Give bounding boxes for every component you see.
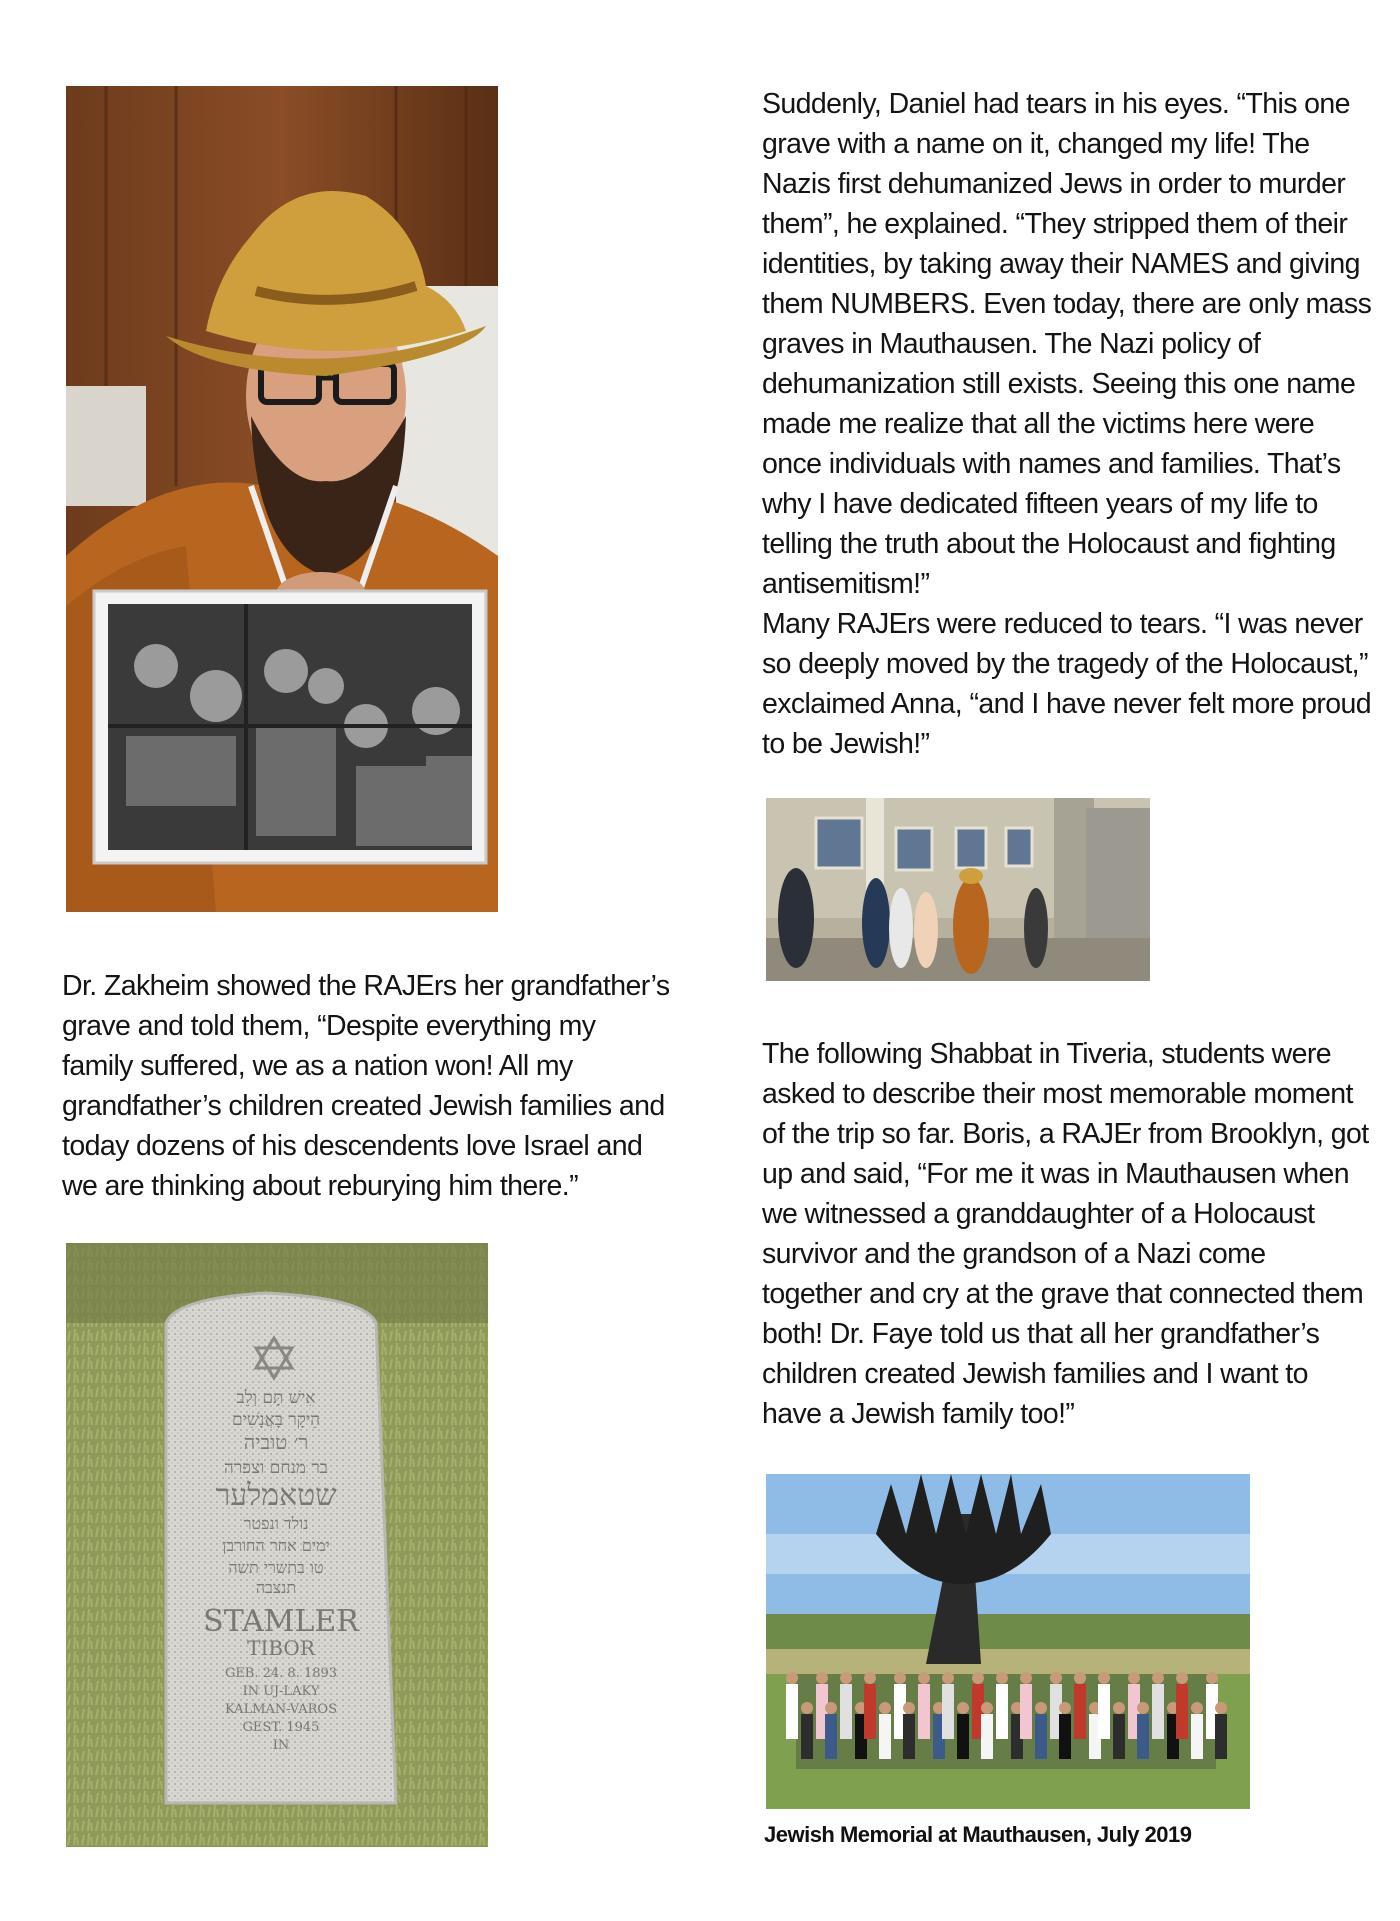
daniel-quote-text: Suddenly, Daniel had tears in his eyes. “This one grave with a name on it, changed my life! The Nazis first dehumanized Jews in order to murder them”, he explained. “They stripped them of their identities, by taking away their NAMES and giving them NUMBERS. Even today, there are only mass graves in Mauthausen. The Nazi policy of dehumanization still exists. Seeing this one name made me realize that all the victims here were once individuals with names and families. That’s why I have dedicated fifteen years of my life to telling the truth about the Holocaust and fighting antisemitism!” — [762, 88, 1372, 600]
svg-text:TIBOR: TIBOR — [247, 1636, 315, 1660]
zakheim-paragraph — [62, 966, 672, 1206]
crowd-figure-head — [786, 1672, 798, 1684]
crowd-figure-head — [903, 1702, 915, 1714]
crowd-figure-head — [1098, 1672, 1110, 1684]
svg-text:ר׳ טוביה: ר׳ טוביה — [243, 1430, 309, 1454]
crowd-figure — [879, 1714, 891, 1759]
crowd-figure — [1137, 1714, 1149, 1759]
crowd-figure-head — [1215, 1702, 1227, 1714]
crowd-figure-head — [942, 1672, 954, 1684]
crowd-figure — [942, 1684, 954, 1739]
crowd-figure-head — [816, 1672, 828, 1684]
shabbat-paragraph — [762, 1034, 1372, 1434]
crowd-figure-head — [1152, 1672, 1164, 1684]
photo-group-in-hall — [766, 798, 1150, 981]
svg-text:תנצבה: תנצבה — [255, 1578, 297, 1597]
crowd-figure-head — [1020, 1672, 1032, 1684]
crowd-figure — [1059, 1714, 1071, 1759]
svg-text:נולד ונפטר: נולד ונפטר — [243, 1514, 309, 1533]
crowd-figure-head — [801, 1702, 813, 1714]
memorial-photo-caption: Jewish Memorial at Mauthausen, July 2019 — [764, 1822, 1192, 1847]
story-daniel-paragraph — [762, 84, 1372, 764]
anna-quote-text: Many RAJErs were reduced to tears. “I was never so deeply moved by the tragedy of the Holocaust,” exclaimed Anna, “and I have never felt more proud to be Jewish!” — [762, 608, 1372, 760]
svg-text:STAMLER: STAMLER — [203, 1604, 359, 1639]
crowd-figure-head — [957, 1702, 969, 1714]
crowd-figure-head — [1206, 1672, 1218, 1684]
svg-text:אִישׁ תָּם וְלֵב: אִישׁ תָּם וְלֵב — [236, 1388, 316, 1408]
crowd-figure-head — [981, 1702, 993, 1714]
crowd-figure-head — [1059, 1702, 1071, 1714]
crowd-figure — [1035, 1714, 1047, 1759]
crowd-figure-head — [825, 1702, 837, 1714]
svg-text:GEST. 1945: GEST. 1945 — [242, 1720, 320, 1735]
crowd-figure-head — [1176, 1672, 1188, 1684]
svg-text:טו בתשרי תשה: טו בתשרי תשה — [228, 1558, 324, 1577]
crowd-figure-head — [1191, 1702, 1203, 1714]
photo-jewish-memorial-group — [766, 1474, 1250, 1809]
crowd-figure — [840, 1684, 852, 1739]
photo-gravestone — [66, 1243, 488, 1847]
crowd-figure — [996, 1684, 1008, 1739]
crowd-figure-head — [972, 1672, 984, 1684]
crowd-figure — [1098, 1684, 1110, 1739]
crowd-figure — [1074, 1684, 1086, 1739]
svg-text:GEB. 24. 8. 1893: GEB. 24. 8. 1893 — [224, 1666, 338, 1681]
crowd-figure — [801, 1714, 813, 1759]
crowd-figure-head — [864, 1672, 876, 1684]
crowd-figure-head — [894, 1672, 906, 1684]
svg-text:בר מנחם וצפרה: בר מנחם וצפרה — [224, 1458, 328, 1478]
crowd-figure — [918, 1684, 930, 1739]
svg-text:KALMAN-VAROS: KALMAN-VAROS — [225, 1702, 337, 1717]
crowd-figure-head — [1128, 1672, 1140, 1684]
svg-text:ימים אחר החורבן: ימים אחר החורבן — [222, 1536, 330, 1555]
svg-text:IN UJ-LAKY: IN UJ-LAKY — [242, 1684, 320, 1699]
crowd-figure — [1152, 1684, 1164, 1739]
crowd-figure — [786, 1684, 798, 1739]
crowd-figure — [1191, 1714, 1203, 1759]
crowd-figure — [825, 1714, 837, 1759]
boris-quote-text: The following Shabbat in Tiveria, students were asked to describe their most memorable moment of the trip so far. Boris, a RAJEr from Brooklyn, got up and said, “For me it was in Mauthausen when we witnessed a granddaughter of a Holocaust survivor and the grandson of a Nazi come together and cry at the grave that connected them both! Dr. Faye told us that all her grandfather’s children created Jewish families and I want to have a Jewish family too!” — [762, 1038, 1369, 1430]
svg-text:שטאמלער: שטאמלער — [215, 1478, 337, 1513]
crowd-figure-head — [1113, 1702, 1125, 1714]
crowd-figure — [981, 1714, 993, 1759]
crowd-figure-head — [1074, 1672, 1086, 1684]
crowd-figure — [903, 1714, 915, 1759]
svg-text:הֵיקָר בָּאֲנָשִׁים: הֵיקָר בָּאֲנָשִׁים — [231, 1410, 321, 1430]
crowd-figure — [957, 1714, 969, 1759]
crowd-figure — [1215, 1714, 1227, 1759]
zakheim-quote-text: Dr. Zakheim showed the RAJErs her grandfather’s grave and told them, “Despite everything my family suffered, we as a nation won! All my grandfather’s children created Jewish families and today dozens of his descendents love Israel and we are thinking about reburying him there.” — [62, 970, 670, 1202]
crowd-figure-head — [996, 1672, 1008, 1684]
crowd-figure — [864, 1684, 876, 1739]
crowd-figure-head — [879, 1702, 891, 1714]
crowd-figure-head — [840, 1672, 852, 1684]
crowd-figure — [1113, 1714, 1125, 1759]
crowd-figure-head — [1035, 1702, 1047, 1714]
photo-guide-holding-picture — [66, 86, 498, 912]
crowd-figure — [1020, 1684, 1032, 1739]
svg-text:IN: IN — [272, 1738, 290, 1753]
crowd-figure-head — [1050, 1672, 1062, 1684]
crowd-figure — [1176, 1684, 1188, 1739]
crowd-figure-head — [1137, 1702, 1149, 1714]
crowd-figure-head — [918, 1672, 930, 1684]
